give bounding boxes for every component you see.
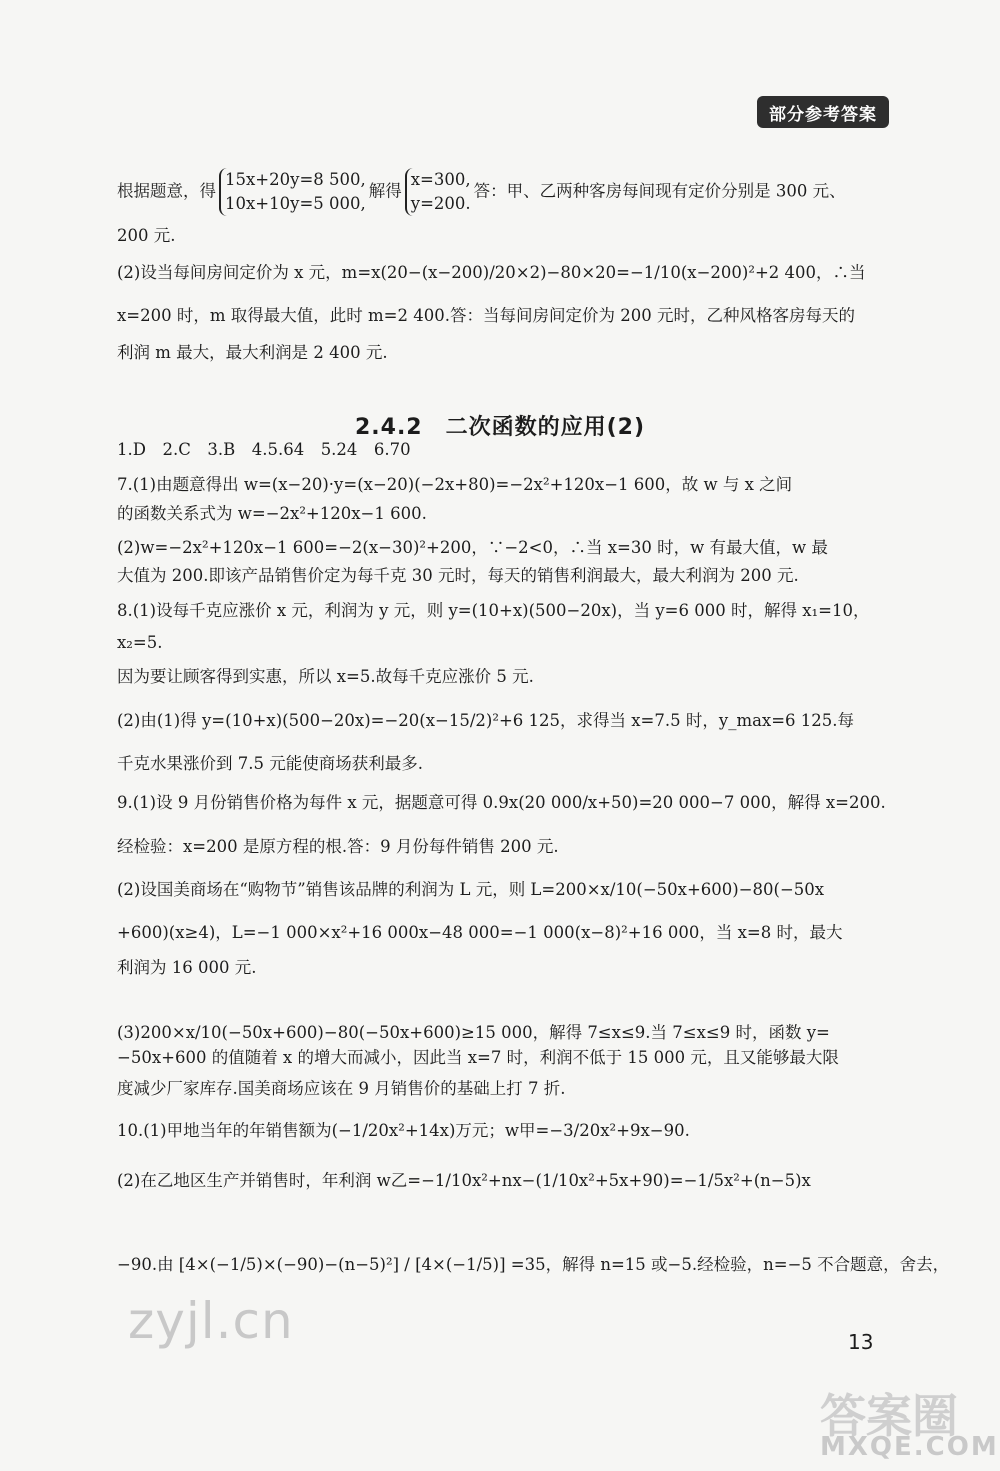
text-segment: 根据题意，得 [117,181,216,201]
section-tag: 部分参考答案 [757,96,889,128]
equation-system-2 [405,168,471,216]
equation: 10x+10y=5 000, [225,194,366,213]
text-segment: 解得 [368,181,402,201]
equation: y=200. [410,194,471,213]
q7-line-2: 的函数关系式为 w=−2x²+120x−1 600. [117,504,427,523]
q10-line-1: 10.(1)甲地当年的年销售额为(−1/20x²+14x)万元；w甲=−3/20x²+9x−90. [117,1121,690,1140]
q8-line-5: 千克水果涨价到 7.5 元能使商场获利最多. [117,754,423,773]
prev-line-5: 利润 m 最大，最大利润是 2 400 元. [117,343,388,362]
watermark-site: MXQE.COM [820,1432,999,1462]
page-number: 13 [848,1330,874,1354]
text-segment: 答：甲、乙两种客房每间现有定价分别是 300 元、 [473,181,846,201]
q9-line-3: (2)设国美商场在“购物节”销售该品牌的利润为 L 元，则 L=200×x/10(−50x+600)−80(−50x [117,880,825,899]
q8-line-2: x₂=5. [117,633,163,652]
q9-line-6: (3)200×x/10(−50x+600)−80(−50x+600)≥15 000，解得 7≤x≤9.当 7≤x≤9 时，函数 y= [117,1023,830,1042]
prev-line-4: x=200 时，m 取得最大值，此时 m=2 400.答：当每间房间定价为 200 元时，乙种风格客房每天的 [117,306,855,325]
q9-line-5: 利润为 16 000 元. [117,958,257,977]
equation: x=300, [410,170,471,189]
q8-line-1: 8.(1)设每千克应涨价 x 元，利润为 y 元，则 y=(10+x)(500−20x)，当 y=6 000 时，解得 x₁=10， [117,601,870,620]
q7-line-1: 7.(1)由题意得出 w=(x−20)·y=(x−20)(−2x+80)=−2x²+120x−1 600，故 w 与 x 之间 [117,475,793,494]
q7-line-4: 大值为 200.即该产品销售价定为每千克 30 元时，每天的销售利润最大，最大利润为 200 元. [117,566,799,585]
q9-line-1: 9.(1)设 9 月份销售价格为每件 x 元，据题意可得 0.9x(20 000/x+50)=20 000−7 000，解得 x=200. [117,793,886,812]
equation: 15x+20y=8 500, [225,170,366,189]
section-title: 2.4.2 二次函数的应用(2) [354,415,646,440]
q8-line-4: (2)由(1)得 y=(10+x)(500−20x)=−20(x−15/2)²+6 125，求得当 x=7.5 时，y_max=6 125.每 [117,711,855,730]
q7-line-3: (2)w=−2x²+120x−1 600=−2(x−30)²+200，∵−2<0，∴当 x=30 时，w 有最大值，w 最 [117,538,828,557]
q9-line-8: 度减少厂家库存.国美商场应该在 9 月销售价的基础上打 7 折. [117,1079,566,1098]
equation-system-1 [219,168,366,216]
q9-line-4: +600)(x≥4)，L=−1 000×x²+16 000x−48 000=−1 000(x−8)²+16 000，当 x=8 时，最大 [117,923,843,942]
prev-line-3: (2)设当每间房间定价为 x 元，m=x(20−(x−200)/20×2)−80×20=−1/10(x−200)²+2 400，∴当 [117,263,866,282]
prev-line-2: 200 元. [117,226,176,245]
q10-line-2: (2)在乙地区生产并销售时，年利润 w乙=−1/10x²+nx−(1/10x²+5x+90)=−1/5x²+(n−5)x [117,1171,811,1190]
answers-choice-line: 1.D 2.C 3.B 4.5.64 5.24 6.70 [117,440,411,459]
watermark-logo: 答案圈 [820,1389,958,1443]
q9-line-7: −50x+600 的值随着 x 的增大而减小，因此当 x=7 时，利润不低于 15 000 元，且又能够最大限 [117,1048,839,1067]
q8-line-3: 因为要让顾客得到实惠，所以 x=5.故每千克应涨价 5 元. [117,667,534,686]
prev-line-1 [117,168,905,216]
q10-line-3: −90.由 [4×(−1/5)×(−90)−(n−5)²] / [4×(−1/5)] =35，解得 n=15 或−5.经检验，n=−5 不合题意，舍去， [117,1255,950,1274]
q9-line-2: 经检验：x=200 是原方程的根.答：9 月份每件销售 200 元. [117,837,559,856]
watermark-zyjl: zyjl.cn [128,1292,294,1350]
